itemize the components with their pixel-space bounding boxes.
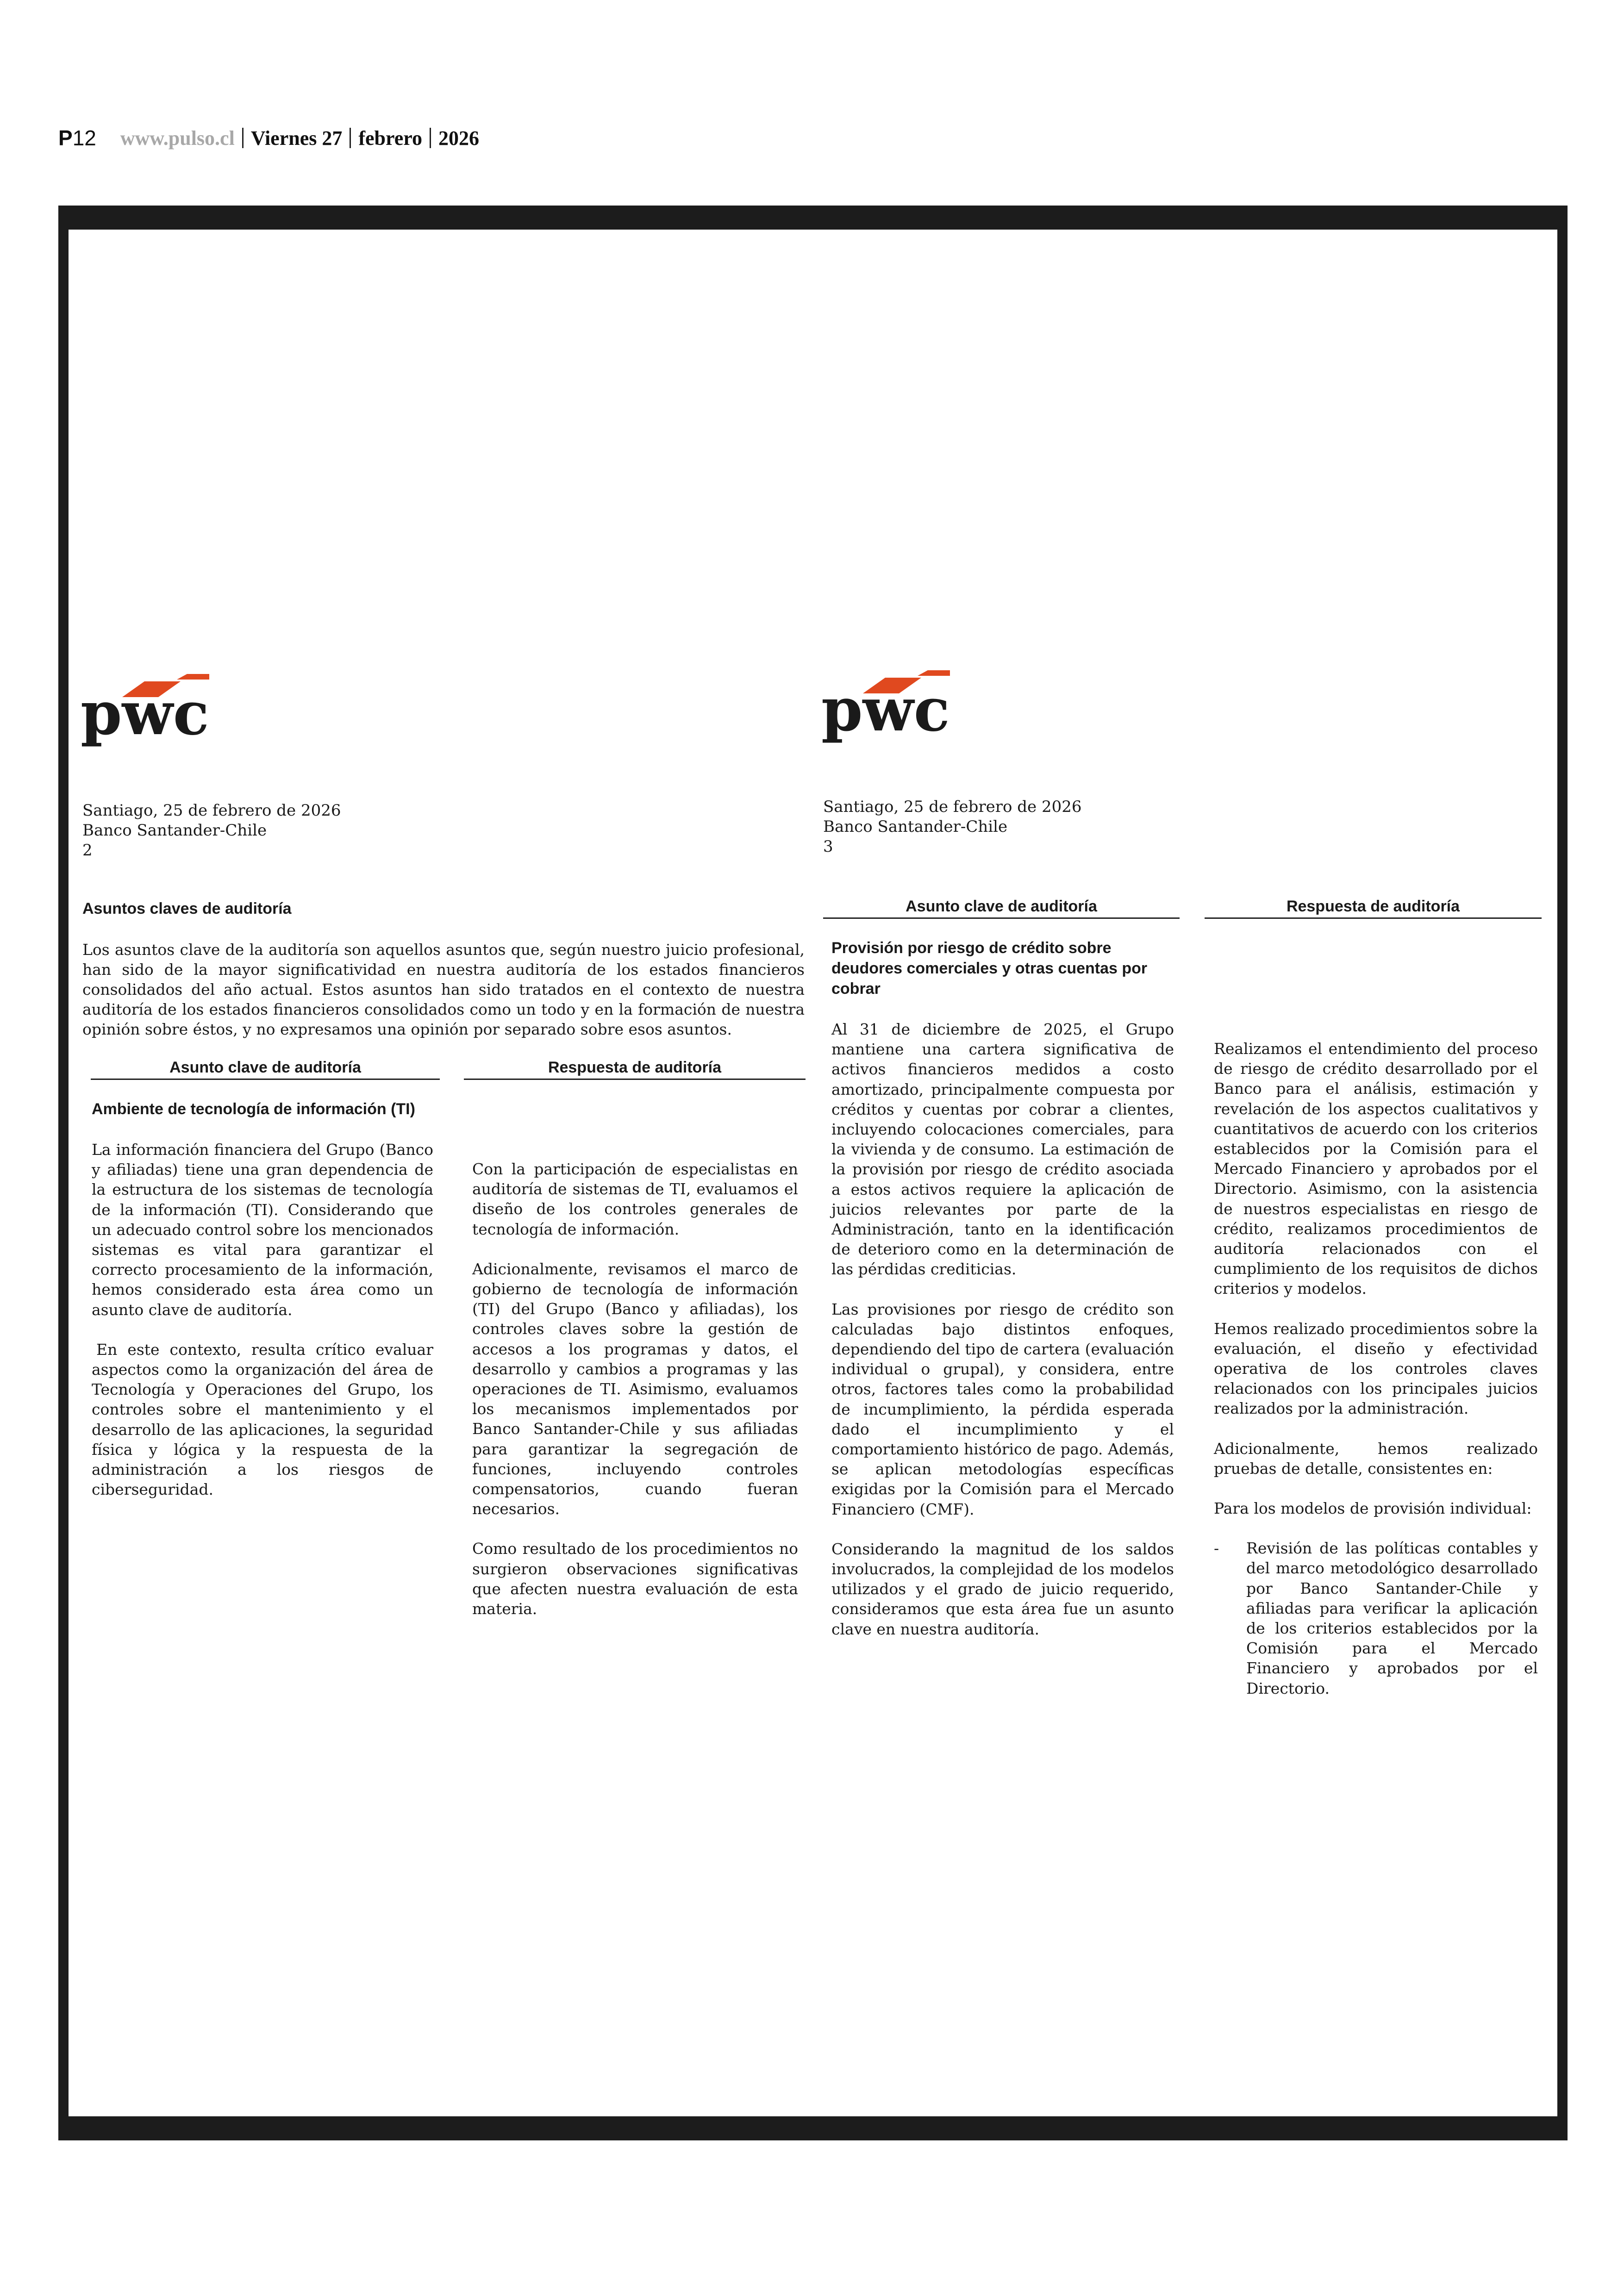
left-response-paragraph: Adicionalmente, revisamos el marco de gobierno de tecnología de información (TI) del Grupo (Banco y afiliadas), los controles claves sobre la gestión de accesos a los programas y datos, el desarrollo y cambios a programas y las operaciones de TI. Asimismo, evaluamos los mecanismos implementados por Banco Santander-Chile y sus afiliadas para garantizar la segregación de funciones, incluyendo controles compensatorios, cuando fueran necesarios. (472, 1260, 798, 1518)
masthead-month: febrero (358, 126, 423, 150)
left-matter-paragraph: En este contexto, resulta crítico evaluar aspectos como la organización del área de Tecnología y Operaciones del Grupo, los controles sobre el mantenimiento y el desarrollo de las aplicaciones, la seguridad física y lógica y la respuesta de la administración a los riesgos de ciberseguridad. (92, 1340, 433, 1499)
right-bank-name: Banco Santander-Chile (823, 817, 1008, 836)
left-col-head-response: Respuesta de auditoría (464, 1058, 806, 1080)
right-matter-paragraph: Al 31 de diciembre de 2025, el Grupo mantiene una cartera significativa de activos financieros medidos a costo amortizado, principalmente compuesta por créditos y cuentas por cobrar a clientes, incluyendo colocaciones comerciales, para la vivienda y de consumo. La estimación de la provisión por riesgo de crédito asociada a estos activos requiere la aplicación de juicios relevantes por parte de la Administración, tanto en la identificación de deterioro como en la determinación de las pérdidas crediticias. (831, 1020, 1174, 1278)
right-letter-meta (823, 797, 1240, 857)
masthead-divider (430, 128, 431, 148)
left-response-paragraph: Como resultado de los procedimientos no surgieron observaciones significativas que afecten nuestra evaluación de esta materia. (472, 1540, 798, 1618)
left-col-head-matter: Asunto clave de auditoría (91, 1058, 440, 1080)
pwc-logo-wordmark: pwc (81, 679, 209, 748)
page-number: 12 (72, 126, 96, 150)
right-page-number: 3 (823, 837, 833, 856)
site-link[interactable]: www.pulso.cl (120, 126, 235, 150)
left-response-column (472, 1159, 798, 1639)
left-letter-meta (82, 801, 499, 861)
pwc-logo-wordmark: pwc (821, 675, 950, 745)
left-matter-column (92, 1099, 433, 1519)
masthead-year: 2026 (438, 126, 480, 150)
right-col-head-response: Respuesta de auditoría (1205, 897, 1542, 919)
left-city-date: Santiago, 25 de febrero de 2026 (82, 801, 341, 820)
right-matter-column (831, 938, 1174, 1659)
right-response-paragraph: Realizamos el entendimiento del proceso de riesgo de crédito desarrollado por el Banco para el análisis, estimación y revelación de los aspectos cualitativos y cuantitativos de acuerdo con los criterios establecidos por la Comisión para el Mercado Financiero y aprobados por el Directorio. Asimismo, con la asistencia de nuestros especialistas en riesgo de crédito, realizamos procedimientos de auditoría relacionados con el cumplimiento de los requisitos de dichos criterios y modelos. (1214, 1040, 1538, 1298)
left-matter-title: Ambiente de tecnología de información (TI) (92, 1100, 415, 1118)
masthead-day: Viernes 27 (250, 126, 343, 150)
bullet-dash: - (1214, 1539, 1219, 1558)
pwc-logo-mark (820, 667, 950, 755)
right-response-column (1214, 1039, 1538, 1698)
right-matter-title: Provisión por riesgo de crédito sobre deudores comerciales y otras cuentas por cobrar (831, 939, 1148, 998)
pwc-logo (80, 670, 209, 758)
right-city-date: Santiago, 25 de febrero de 2026 (823, 798, 1082, 816)
pwc-logo (820, 667, 950, 755)
page-prefix: P (58, 126, 73, 150)
intro-paragraph: Los asuntos clave de la auditoría son aquellos asuntos que, según nuestro juicio profesional, han sido de la mayor significatividad en nuestra auditoría de los estados financieros consolidados del año actual. Estos asuntos han sido tratados en el contexto de nuestra auditoría de los estados financieros consolidados como un todo y en la formación de nuestra opinión sobre éstos, y no expresamos una opinión por separado sobre esos asuntos. (82, 941, 805, 1038)
right-response-paragraph: Para los modelos de provisión individual: (1214, 1499, 1532, 1518)
left-bank-name: Banco Santander-Chile (82, 821, 267, 840)
left-matter-paragraph: La información financiera del Grupo (Banco y afiliadas) tiene una gran dependencia de la estructura de los sistemas de tecnología de la información (TI). Considerando que un adecuado control sobre los mencionados sistemas es vital para garantizar el correcto procesamiento de la información, hemos considerado esta área como un asunto clave de auditoría. (92, 1141, 433, 1319)
right-response-paragraph: Hemos realizado procedimientos sobre la evaluación, el diseño y efectividad operativa de los controles claves relacionados con los principales juicios realizados por la administración. (1214, 1319, 1538, 1418)
right-response-bullet (1214, 1538, 1538, 1698)
masthead-divider (350, 128, 351, 148)
masthead-divider (242, 128, 244, 148)
right-matter-paragraph: Considerando la magnitud de los saldos involucrados, la complejidad de los modelos utilizados y el grado de juicio requerido, consideramos que esta área fue un asunto clave en nuestra auditoría. (831, 1540, 1174, 1638)
right-response-paragraph: Adicionalmente, hemos realizado pruebas de detalle, consistentes en: (1214, 1439, 1538, 1478)
left-page-number: 2 (82, 841, 93, 860)
left-response-paragraph: Con la participación de especialistas en auditoría de sistemas de TI, evaluamos el diseño de los controles generales de tecnología de información. (472, 1160, 798, 1238)
section-title: Asuntos claves de auditoría (82, 900, 292, 917)
bullet-text: Revisión de las políticas contables y del marco metodológico desarrollado por Banco Santander-Chile y afiliadas para verificar la aplicación de los criterios establecidos por la Comisión para el Mercado Financiero y aprobados por el Directorio. (1246, 1539, 1538, 1697)
right-col-head-matter: Asunto clave de auditoría (823, 897, 1180, 919)
right-matter-paragraph: Las provisiones por riesgo de crédito son calculadas bajo distintos enfoques, dependiendo del tipo de cartera (evaluación individual o grupal), y considera, entre otros, factores tales como la probabilidad de incumplimiento, la pérdida esperada dado el incumplimiento y el comportamiento histórico de pago. Además, se aplican metodologías específicas exigidas por la Comisión para el Mercado Financiero (CMF). (831, 1300, 1174, 1518)
pwc-logo-mark (80, 670, 209, 758)
masthead (58, 124, 479, 152)
